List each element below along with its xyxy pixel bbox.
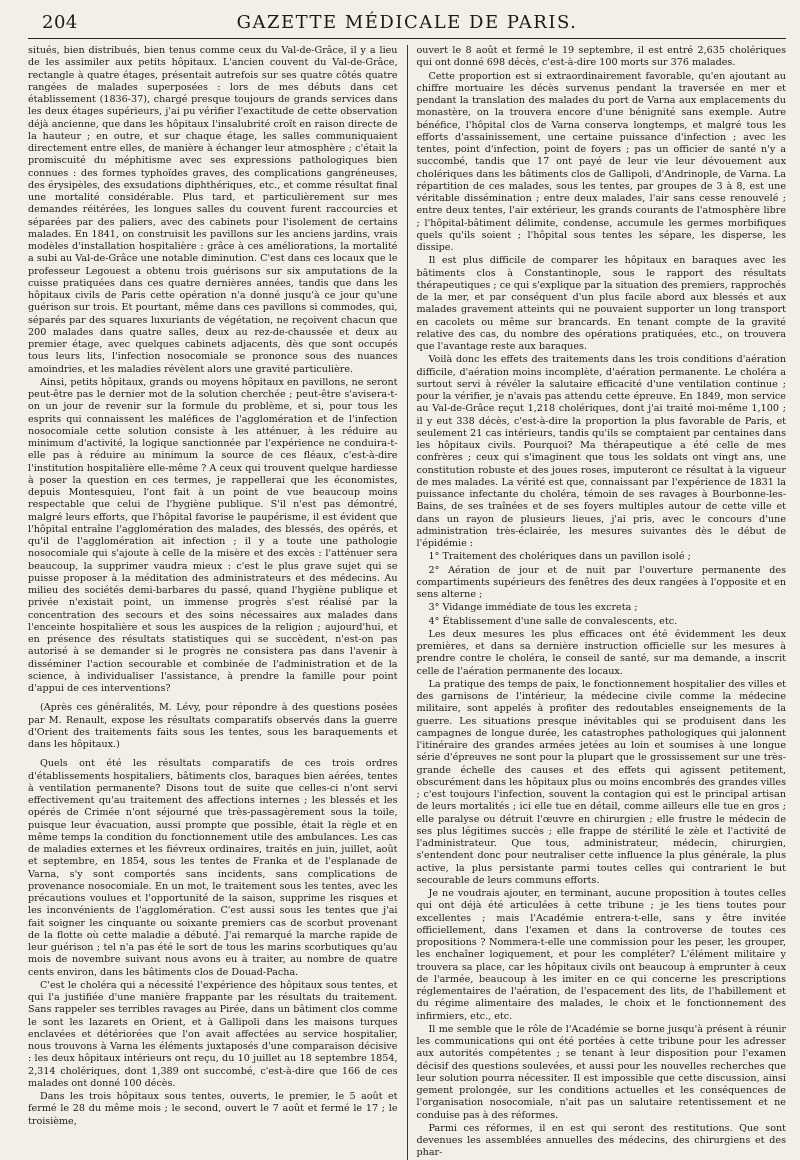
paragraph: Les deux mesures les plus efficaces ont été évidemment les deux premières, et dans sa dernière instruction officielle sur les mesures à prendre contre le choléra, le conseil de santé, sur ma demande, a inscrit celle de l'aération permanente des locaux. xyxy=(416,628,786,677)
list-item: 4° Établissement d'une salle de convalescents, etc. xyxy=(428,615,678,627)
paragraph: situés, bien distribués, bien tenus comme ceux du Val-de-Grâce, il y a lieu de les assimiler aux petits hôpitaux. L'ancien couvent du Val-de-Grâce, rectangle à quatre étages, présentait autrefois sur ses quatre côtés quatre rangées de malades superposées : lors de mes débuts dans cet établissement (1836-37), chargé presque toujours de grands services dans les deux étages supérieurs, j'ai pu vérifier l'exactitude de cette observation déjà ancienne, que dans les hôpitaux l'insalubrité croît en raison directe de la hauteur ; en outre, et sur chaque étage, les salles communiquaient directement entre elles, de manière à échanger leur atmosphère ; c'était la promiscuité du méphitisme avec ses expressions pathologiques bien connues : des formes typhoïdes graves, des complications gangréneuses, des érysipèles, des exsudations diphthériques, etc., et comme résultat final une mortalité considérable. Plus tard, et particulièrement sur mes demandes réitérées, les longues salles du couvent furent raccourcies et séparées par des paliers, avec des cabinets pour l'isolement de certains malades. En 1841, on construisit les pavillons sur les anciens jardins, vrais modèles d'installation hospitalière : grâce à ces améliorations, la mortalité a subi au Val-de-Grâce une notable diminution. C'est dans ces locaux que le professeur Legouest a obtenu trois guérisons sur six amputations de la cuisse pratiquées dans ces quatre dernières années, tandis que dans les hôpitaux civils de Paris cette opération n'a donné jusqu'à ce jour qu'une guérison sur trois. Et pourtant, même dans ces pavillons si commodes, qui, séparés par des squares luxuriants de végétation, ne reçoivent chacun que 200 malades dans quatre salles, deux au rez-de-chaussée et deux au premier étage, avec quelques cabinets adjacents, dès que sont occupés tous leurs lits, l'infection nosocomiale se prononce sous des nuances amoindries, et les maladies révèlent alors une gravité particulière. xyxy=(28,45,398,375)
paragraph: Quels ont été les résultats comparatifs de ces trois ordres d'établissements hospitaliers, bâtiments clos, baraques bien aérées, tentes à ventilation permanente? Disons tout de suite que celles-ci n'ont servi effectivement qu'au traitement des affections internes ; les blessés et les opérés de Crimée n'ont séjourné que très-passagèrement sous la toile, puisque leur évacuation, aussi prompte que possible, était la règle et en même temps la condition du fonctionnement utile des ambulances. Les cas de maladies externes et les fiévreux ordinaires, traités en juin, juillet, août et septembre, en 1854, sous les tentes de Franka et de l'esplanade de Varna, s'y sont comportés sans incidents, sans complications de provenance nosocomiale. En un mot, le traitement sous les tentes, avec les précautions voulues et l'opportunité de la saison, supprime les risques et les inconvénients de l'agglomération. C'est aussi sous les tentes que j'ai fait soigner les cinquante ou soixante premiers cas de scorbut provenant de la flotte où cette maladie a débuté. J'ai remarqué la marche rapide de leur guérison ; tel n'a pas été le sort de tous les marins scorbutiques qu'au mois de novembre suivant nous avons eu à traiter, au nombre de quatre cents environ, dans les bâtiments clos de Douad-Pacha. xyxy=(28,758,398,978)
paragraph: Il est plus difficile de comparer les hôpitaux en baraques avec les bâtiments clos à Constantinople, sous le rapport des résultats thérapeutiques ; ce qui s'explique par la situation des premiers, rapprochés de la mer, et par conséquent d'un plus facile abord aux blessés et aux malades gravement atteints qui ne pouvaient supporter un long transport en cacolets ou même sur brancards. En tenant compte de la gravité relative des cas, du nombre des opérations pratiquées, etc., on trouvera que l'avantage reste aux baraques. xyxy=(416,255,786,352)
paragraph: Ainsi, petits hôpitaux, grands ou moyens hôpitaux en pavillons, ne seront peut-être pas le dernier mot de la solution cherchée ; peut-être s'avisera-t-on un jour de revenir sur la formule du problème, et si, pour tous les esprits qui connaissent les maléfices de l'agglomération et de l'infection nosocomiale cette solution consiste à les atténuer, à les réduire au minimum d'activité, la logique sanctionnée par l'expérience ne conduira-t-elle pas à réduire au minimum la source de ces fléaux, c'est-à-dire l'institution hospitalière elle-même ? A ceux qui trouvent quelque hardiesse à poser la question en ces termes, je rappellerai que les économistes, depuis Montesquieu, l'ont fait à un point de vue beaucoup moins respectable que celui de l'hygiène publique. S'il n'est pas démontré, malgré leurs efforts, que l'hôpital favorise le paupérisme, il est évident que l'hôpital entraîne l'agglomération des malades, des blessés, des opérés, et qu'il de l'agglomération ait infection ; il y a toute une pathologie nosocomiale qui s'ajoute à celle de la misère et des excès : l'atténuer sera beaucoup, la supprimer vaudra mieux : c'est le plus grave sujet qui se puisse proposer à la méditation des administrateurs et des médecins. Au milieu des sociétés demi-barbares du passé, quand l'hygiène publique et privée n'existait point, un immense progrès s'est réalisé par la concentration des secours et des soins nécessaires aux malades dans l'enceinte hospitalière et sous les auspices de la religion ; aujourd'hui, et en présence des résultats statistiques qui se succèdent, n'est-on pas autorisé à se demander si le progrès ne consistera pas dans l'avenir à disséminer l'action secourable et combinée de l'administration et de la science, à individualiser l'assistance, à prendre la famille pour point d'appui de ces interventions? xyxy=(28,376,398,694)
paragraph: Voilà donc les effets des traitements dans les trois conditions d'aération difficile, d'aération moins incomplète, d'aération permanente. Le choléra a surtout servi à révéler la salutaire efficacité d'une ventilation continue ; pour la vérifier, je n'avais pas attendu cette épreuve. En 1849, mon service au Val-de-Grâce reçut 1,218 cholériques, dont j'ai traité moi-même 1,100 ; il y eut 338 décès, c'est-à-dire la proportion la plus favorable de Paris, et seulement 21 cas intérieurs, tandis qu'ils se comptaient par centaines dans les hôpitaux civils. Pourquoi? Ma thérapeutique a été celle de mes confrères ; ceux qui s'imaginent que tous les soldats ont vingt ans, une constitution robuste et des joues roses, imputeront ce résultat à la vigueur de mes malades. La vérité est que, connaissant par l'expérience de 1831 la puissance infectante du choléra, témoin de ses ravages à Bourbonne-les-Bains, de ses traînées et de ses foyers multiples autour de cette ville et dans un rayon de plusieurs lieues, j'ai pris, avec le concours d'une administration très-éclairée, les mesures suivantes dès le début de l'épidémie : xyxy=(416,354,786,549)
page-header xyxy=(28,0,786,39)
paragraph: Cette proportion est si extraordinairement favorable, qu'en ajoutant au chiffre mortuaire les décès survenus pendant la traversée en mer et pendant la translation des malades du port de Varna aux emplacements du monastère, on la trouvera encore d'une bénignité sans exemple. Autre bénéfice, l'hôpital clos de Varna conserva longtemps, et malgré tous les efforts d'assainissement, une certaine puissance d'infection ; avec les tentes, point d'infection, point de foyers ; pas un officier de santé n'y a succombé, tandis que 17 ont payé de leur vie leur dévouement aux cholériques dans les bâtiments clos de Gallipoli, d'Andrinople, de Varna. La répartition de ces malades, sous les tentes, par groupes de 3 à 8, est une véritable dissémination ; entre deux malades, l'air sans cesse renouvelé ; entre deux tentes, l'air extérieur, les grands courants de l'atmosphère libre ; l'hôpital-bâtiment délimite, condense, accumule les germes morbifiques quels qu'ils soient ; l'hôpital sous tentes les sépare, les disperse, les dissipe. xyxy=(416,70,786,253)
paragraph: Dans les trois hôpitaux sous tentes, ouverts, le premier, le 5 août et fermé le 28 du même mois ; le second, ouvert le 7 août et fermé le 17 ; le troisième, xyxy=(28,1091,398,1127)
paragraph: C'est le choléra qui a nécessité l'expérience des hôpitaux sous tentes, et qui l'a justifiée d'une manière frappante par les résultats du traitement. Sans rappeler ses terribles ravages au Pirée, dans un bâtiment clos comme le sont les lazarets en Orient, et à Gallipoli dans les maisons turques enclavées et détériorées que l'on avait affectées au service hospitalier, nous trouvons à Varna les éléments juxtaposés d'une comparaison décisive : les deux hôpitaux intérieurs ont reçu, du 10 juillet au 18 septembre 1854, 2,314 cholériques, dont 1,389 ont succombé, c'est-à-dire que 166 de ces malades ont donné 100 décès. xyxy=(28,979,398,1089)
paragraph: Parmi ces réformes, il en est qui seront des restitutions. Que sont devenues les assemblées annuelles des médecins, des chirurgiens et des phar- xyxy=(416,1122,786,1159)
list-item: 2° Aération de jour et de nuit par l'ouverture permanente des compartiments supérieurs des fenêtres des deux rangées à l'opposite et en sens alterne ; xyxy=(416,564,786,600)
right-column xyxy=(407,45,787,1160)
paragraph: Il me semble que le rôle de l'Académie se borne jusqu'à présent à réunir les communications qui ont été portées à cette tribune pour les adresser aux autorités compétentes ; se tenant à leur disposition pour l'examen décisif des questions soulevées, et aussi pour les nouvelles recherches que leur solution pourra nécessiter. Il est impossible que cette discussion, ainsi gement prolongée, sur les conditions actuelles et les conséquences de l'organisation nosocomiale, n'ait pas un salutaire retentissement et ne conduise pas à des réformes. xyxy=(416,1023,786,1121)
journal-title: GAZETTE MÉDICALE DE PARIS. xyxy=(236,12,578,33)
article-body xyxy=(28,45,786,1160)
parenthetical-note: (Après ces généralités, M. Lévy, pour répondre à des questions posées par M. Renault, expose les résultats comparatifs observés dans la guerre d'Orient des traitements faits sous les tentes, sous les baraquements et dans les hôpitaux.) xyxy=(28,702,398,750)
page-number: 204 xyxy=(42,12,78,33)
list-item: 3° Vidange immédiate de tous les excreta ; xyxy=(428,602,638,614)
paragraph: ouvert le 8 août et fermé le 19 septembre, il est entré 2,635 cholériques qui ont donné 698 décès, c'est-à-dire 100 morts sur 376 malades. xyxy=(416,45,786,69)
paragraph: Je ne voudrais ajouter, en terminant, aucune proposition à toutes celles qui ont déjà été articulées à cette tribune ; je les tiens toutes pour excellentes ; mais l'Académie entrera-t-elle, sans y être invitée officiellement, dans l'examen et dans la controverse de toutes ces propositions ? Nommera-t-elle une commission pour les peser, les grouper, les enchaîner logiquement, et pour les compléter? L'élément militaire y trouvera sa place, car les hôpitaux civils ont beaucoup à emprunter à ceux de l'armée, beaucoup à les imiter en ce qui concerne les prescriptions réglementaires de l'aération, de l'espacement des lits, de l'habillement et du régime alimentaire des malades, le choix et le fonctionnement des infirmiers, etc., etc. xyxy=(416,888,786,1022)
paragraph: La pratique des temps de paix, le fonctionnement hospitalier des villes et des garnisons de l'intérieur, la médecine civile comme la médecine militaire, sont appelés à profiter des redoutables enseignements de la guerre. Les situations presque inévitables qui se produisent dans les campagnes de longue durée, les catastrophes pathologiques qui jalonnent l'itinéraire des grandes armées jetées au loin et soumises à une longue série d'épreuves ne sont pour la plupart que le grossissement sur une très-grande échelle des causes et des effets qui agissent petitement, obscurément dans les hôpitaux plus ou moins encombrés des grandes villes ; c'est toujours l'infection, souvent la contagion qui est le principal artisan de leurs mortalités ; ici elle tue en détail, comme ailleurs elle tue en gros ; elle paralyse ou détruit l'œuvre en chirurgien ; elle frustre le médecin de ses plus légitimes succès ; elle frappe de stérilité le zèle et l'activité de l'administrateur. Que tous, administrateur, médecin, chirurgien, s'entendent donc pour neutraliser cette influence la plus générale, la plus active, la plus persistante parmi toutes celles qui contrarient le but secourable de leurs communs efforts. xyxy=(416,678,786,886)
list-item: 1° Traitement des cholériques dans un pavillon isolé ; xyxy=(428,551,691,563)
left-column xyxy=(28,45,407,1160)
